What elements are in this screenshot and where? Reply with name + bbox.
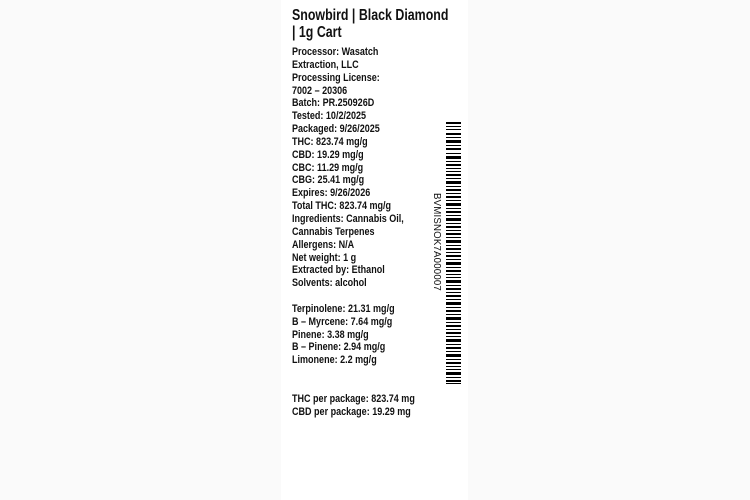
spacer [292, 367, 415, 380]
tested-date: Tested: 10/2/2025 [292, 110, 367, 123]
cbg-value: CBG: 25.41 mg/g [292, 174, 365, 187]
thc-value: THC: 823.74 mg/g [292, 135, 368, 148]
thc-per-package: THC per package: 823.74 mg [292, 392, 415, 405]
product-title [292, 8, 448, 41]
packaged-date: Packaged: 9/26/2025 [292, 123, 380, 136]
solvents-line: Solvents: alcohol [292, 277, 367, 290]
ingredients-line: Ingredients: Cannabis Oil, [292, 212, 404, 225]
terpene-b-pinene: B – Pinene: 2.94 mg/g [292, 341, 386, 354]
cbd-value: CBD: 19.29 mg/g [292, 148, 364, 161]
product-title-line-1: Snowbird | Black Diamond [292, 7, 449, 24]
spacer [292, 290, 415, 303]
expires-date: Expires: 9/26/2026 [292, 187, 371, 200]
spacer [292, 380, 415, 393]
product-title-line-2: | 1g Cart [292, 23, 342, 41]
barcode-icon [446, 122, 461, 384]
license-number: 7002 – 20306 [292, 84, 348, 97]
terpene-limonene: Limonene: 2.2 mg/g [292, 354, 377, 367]
barcode-number: BVMISNOK7A000007 [431, 193, 443, 291]
cbd-per-package: CBD per package: 19.29 mg [292, 405, 411, 418]
batch-line: Batch: PR.250926D [292, 97, 375, 110]
terpene-b-myrcene: B – Myrcene: 7.64 mg/g [292, 315, 393, 328]
cbc-value: CBC: 11.29 mg/g [292, 161, 364, 174]
product-label [281, 0, 468, 500]
terpene-terpinolene: Terpinolene: 21.31 mg/g [292, 302, 395, 315]
total-thc-value: Total THC: 823.74 mg/g [292, 200, 392, 213]
terpene-pinene: Pinene: 3.38 mg/g [292, 328, 369, 341]
processor-line-cont: Extraction, LLC [292, 58, 359, 71]
allergens-line: Allergens: N/A [292, 238, 355, 251]
extracted-by-line: Extracted by: Ethanol [292, 264, 385, 277]
ingredients-line-cont: Cannabis Terpenes [292, 225, 375, 238]
label-details [292, 46, 415, 418]
net-weight-line: Net weight: 1 g [292, 251, 357, 264]
license-label: Processing License: [292, 71, 380, 84]
processor-line: Processor: Wasatch [292, 46, 379, 58]
